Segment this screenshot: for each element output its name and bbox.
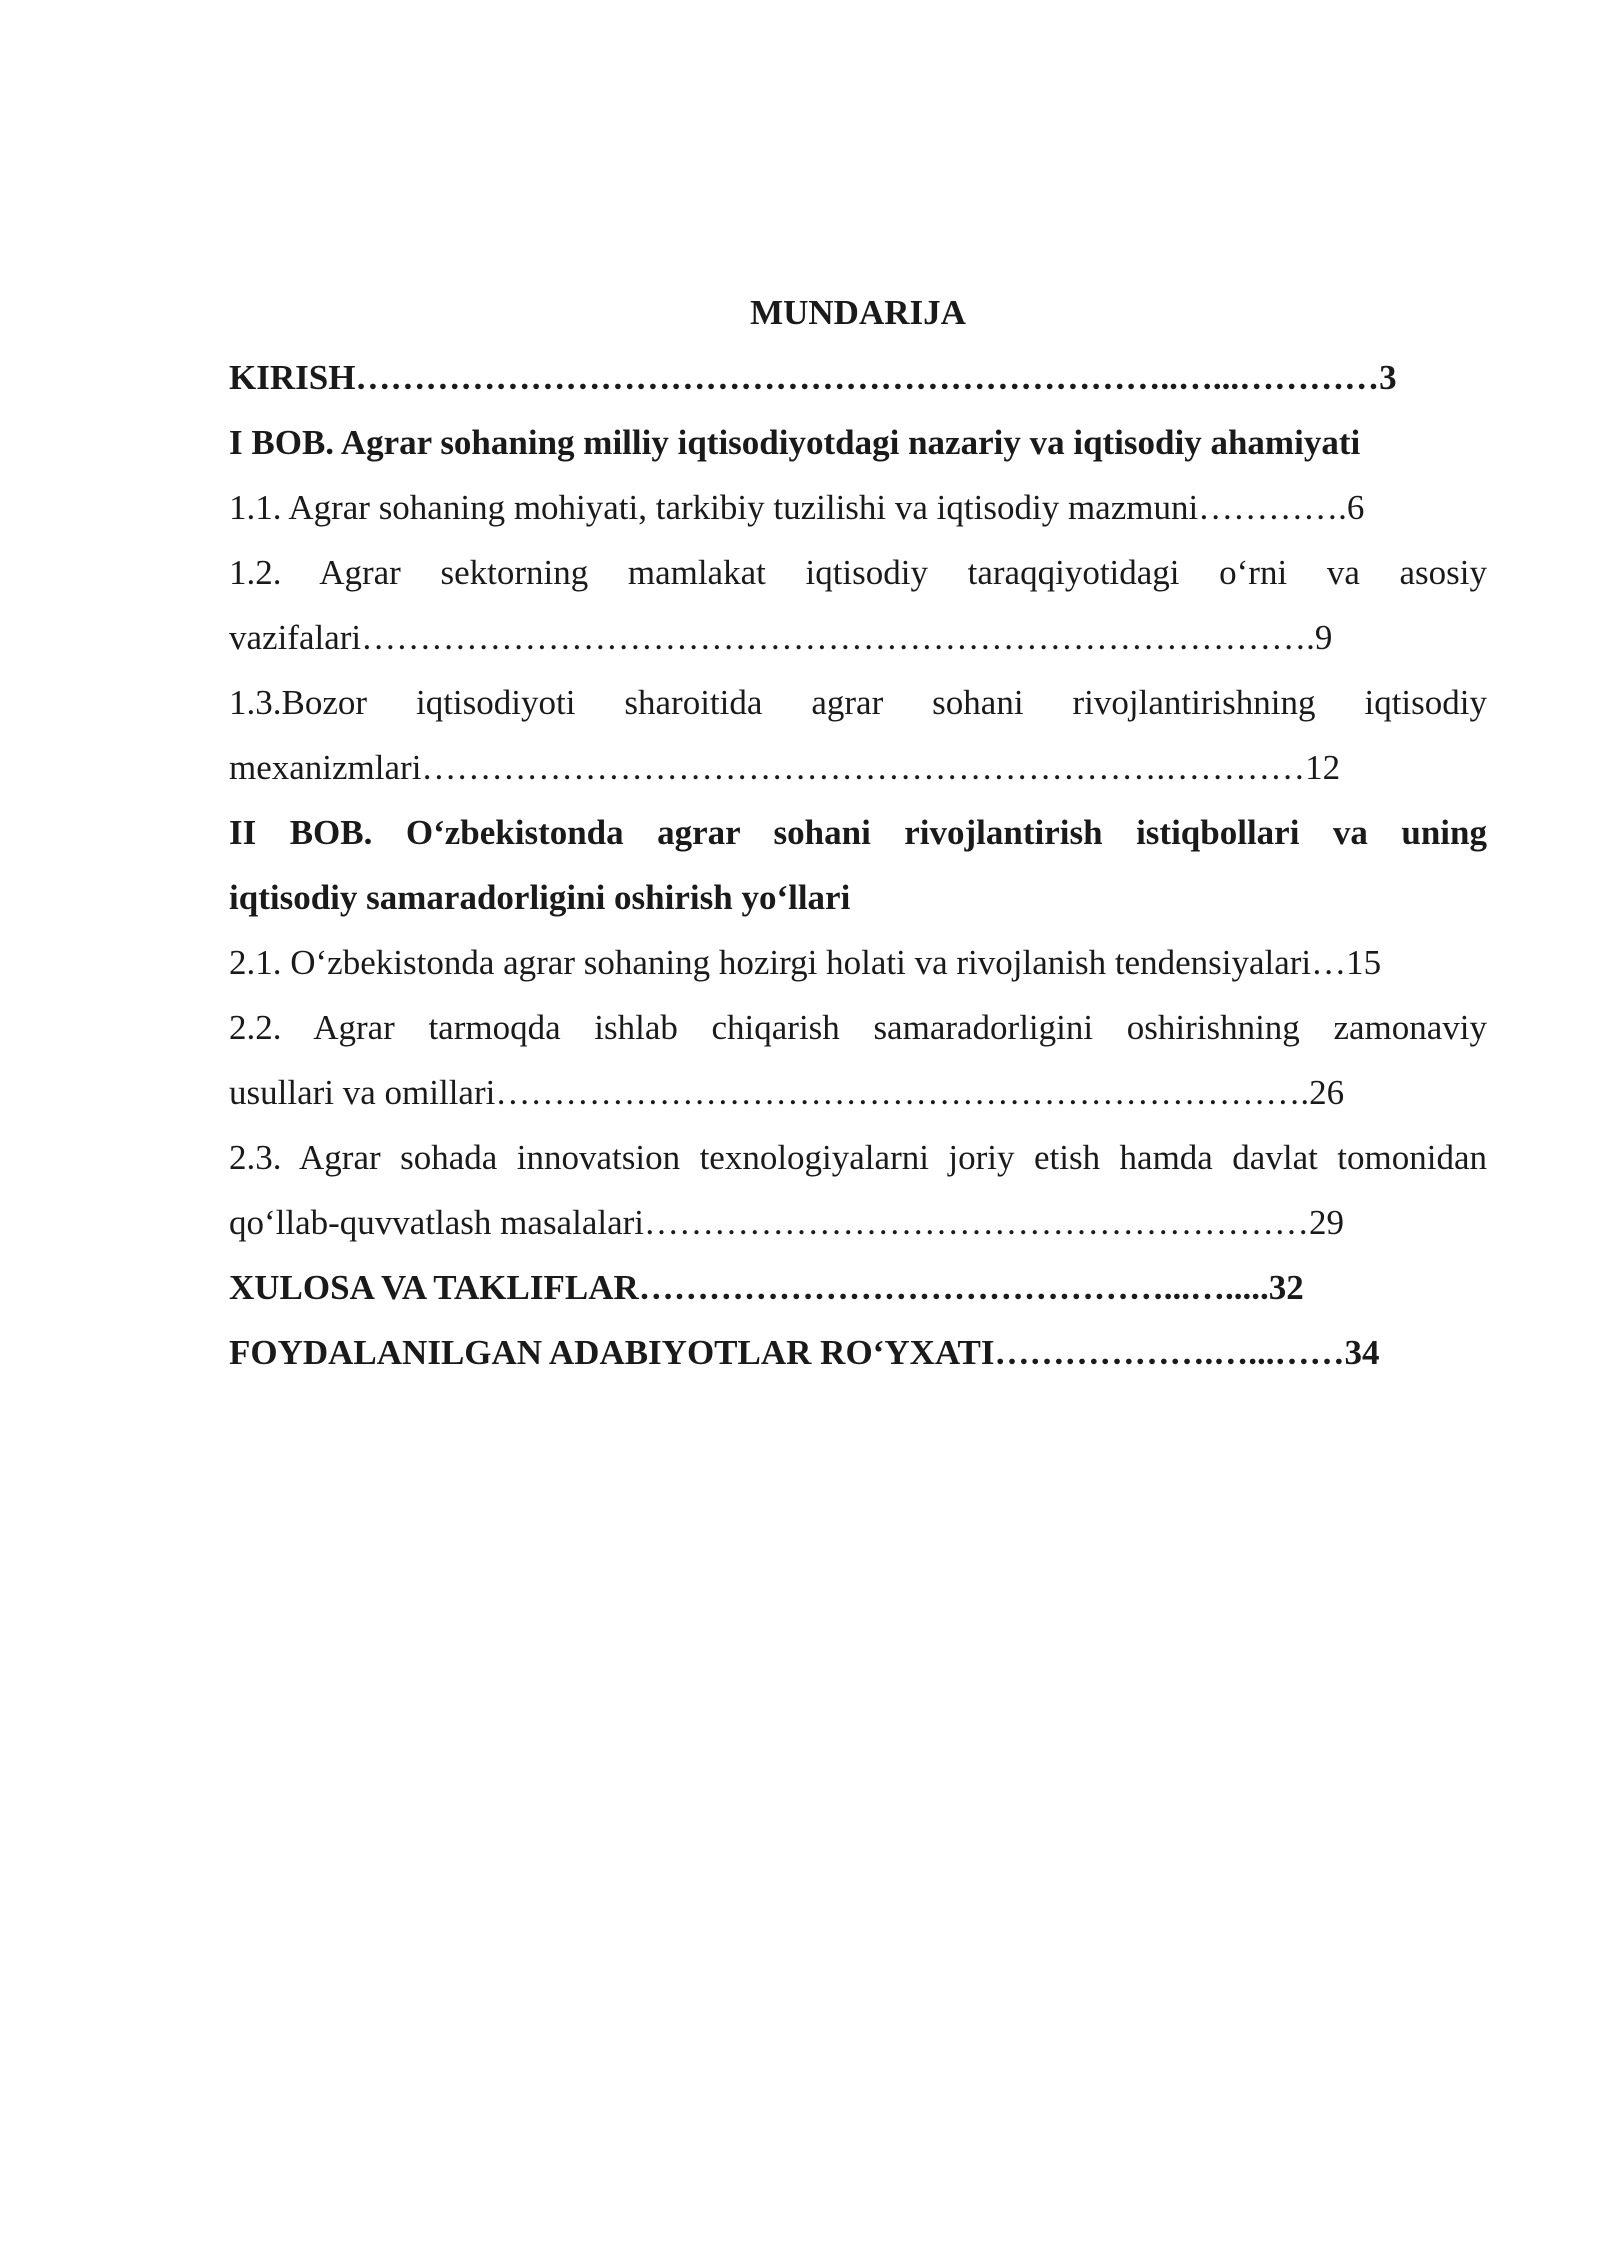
toc-line: XULOSA VA TAKLIFLAR………………………………………...….....32	[229, 1268, 1304, 1307]
toc-lines	[229, 345, 1487, 1385]
toc-line: KIRISH……………………………………………………………..…...…………3	[229, 358, 1397, 397]
toc-title: MUNDARIJA	[750, 293, 966, 332]
toc-line: 1.1. Agrar sohaning mohiyati, tarkibiy tuzilishi va iqtisodiy mazmuni………….6	[229, 488, 1365, 527]
toc-line: mexanizmlari……………………………………………………….…………12	[229, 748, 1341, 787]
toc-line: 1.2. Agrar sektorning mamlakat iqtisodiy taraqqiyotidagi o‘rni va asosiy	[229, 553, 1487, 592]
toc-line: 2.3. Agrar sohada innovatsion texnologiyalarni joriy etish hamda davlat tomonidan	[229, 1138, 1487, 1177]
toc-line: 2.1. O‘zbekistonda agrar sohaning hozirgi holati va rivojlanish tendensiyalari…15	[229, 943, 1382, 982]
toc-line: 2.2. Agrar tarmoqda ishlab chiqarish samaradorligini oshirishning zamonaviy	[229, 1008, 1487, 1047]
toc-line: I BOB. Agrar sohaning milliy iqtisodiyotdagi nazariy va iqtisodiy ahamiyati	[229, 423, 1361, 462]
table-of-contents	[229, 280, 1487, 1385]
toc-line: iqtisodiy samaradorligini oshirish yo‘llari	[229, 878, 851, 917]
toc-line: qo‘llab-quvvatlash masalalari…………………………………………………29	[229, 1203, 1344, 1242]
toc-line: FOYDALANILGAN ADABIYOTLAR RO‘YXATI……………….…...……34	[229, 1333, 1380, 1372]
toc-line: vazifalari……………………………………………………………………….9	[229, 618, 1333, 657]
toc-line: 1.3.Bozor iqtisodiyoti sharoitida agrar sohani rivojlantirishning iqtisodiy	[229, 683, 1487, 722]
toc-line: usullari va omillari…………………………………………………………….26	[229, 1073, 1345, 1112]
toc-line: II BOB. O‘zbekistonda agrar sohani rivojlantirish istiqbollari va uning	[229, 813, 1487, 852]
